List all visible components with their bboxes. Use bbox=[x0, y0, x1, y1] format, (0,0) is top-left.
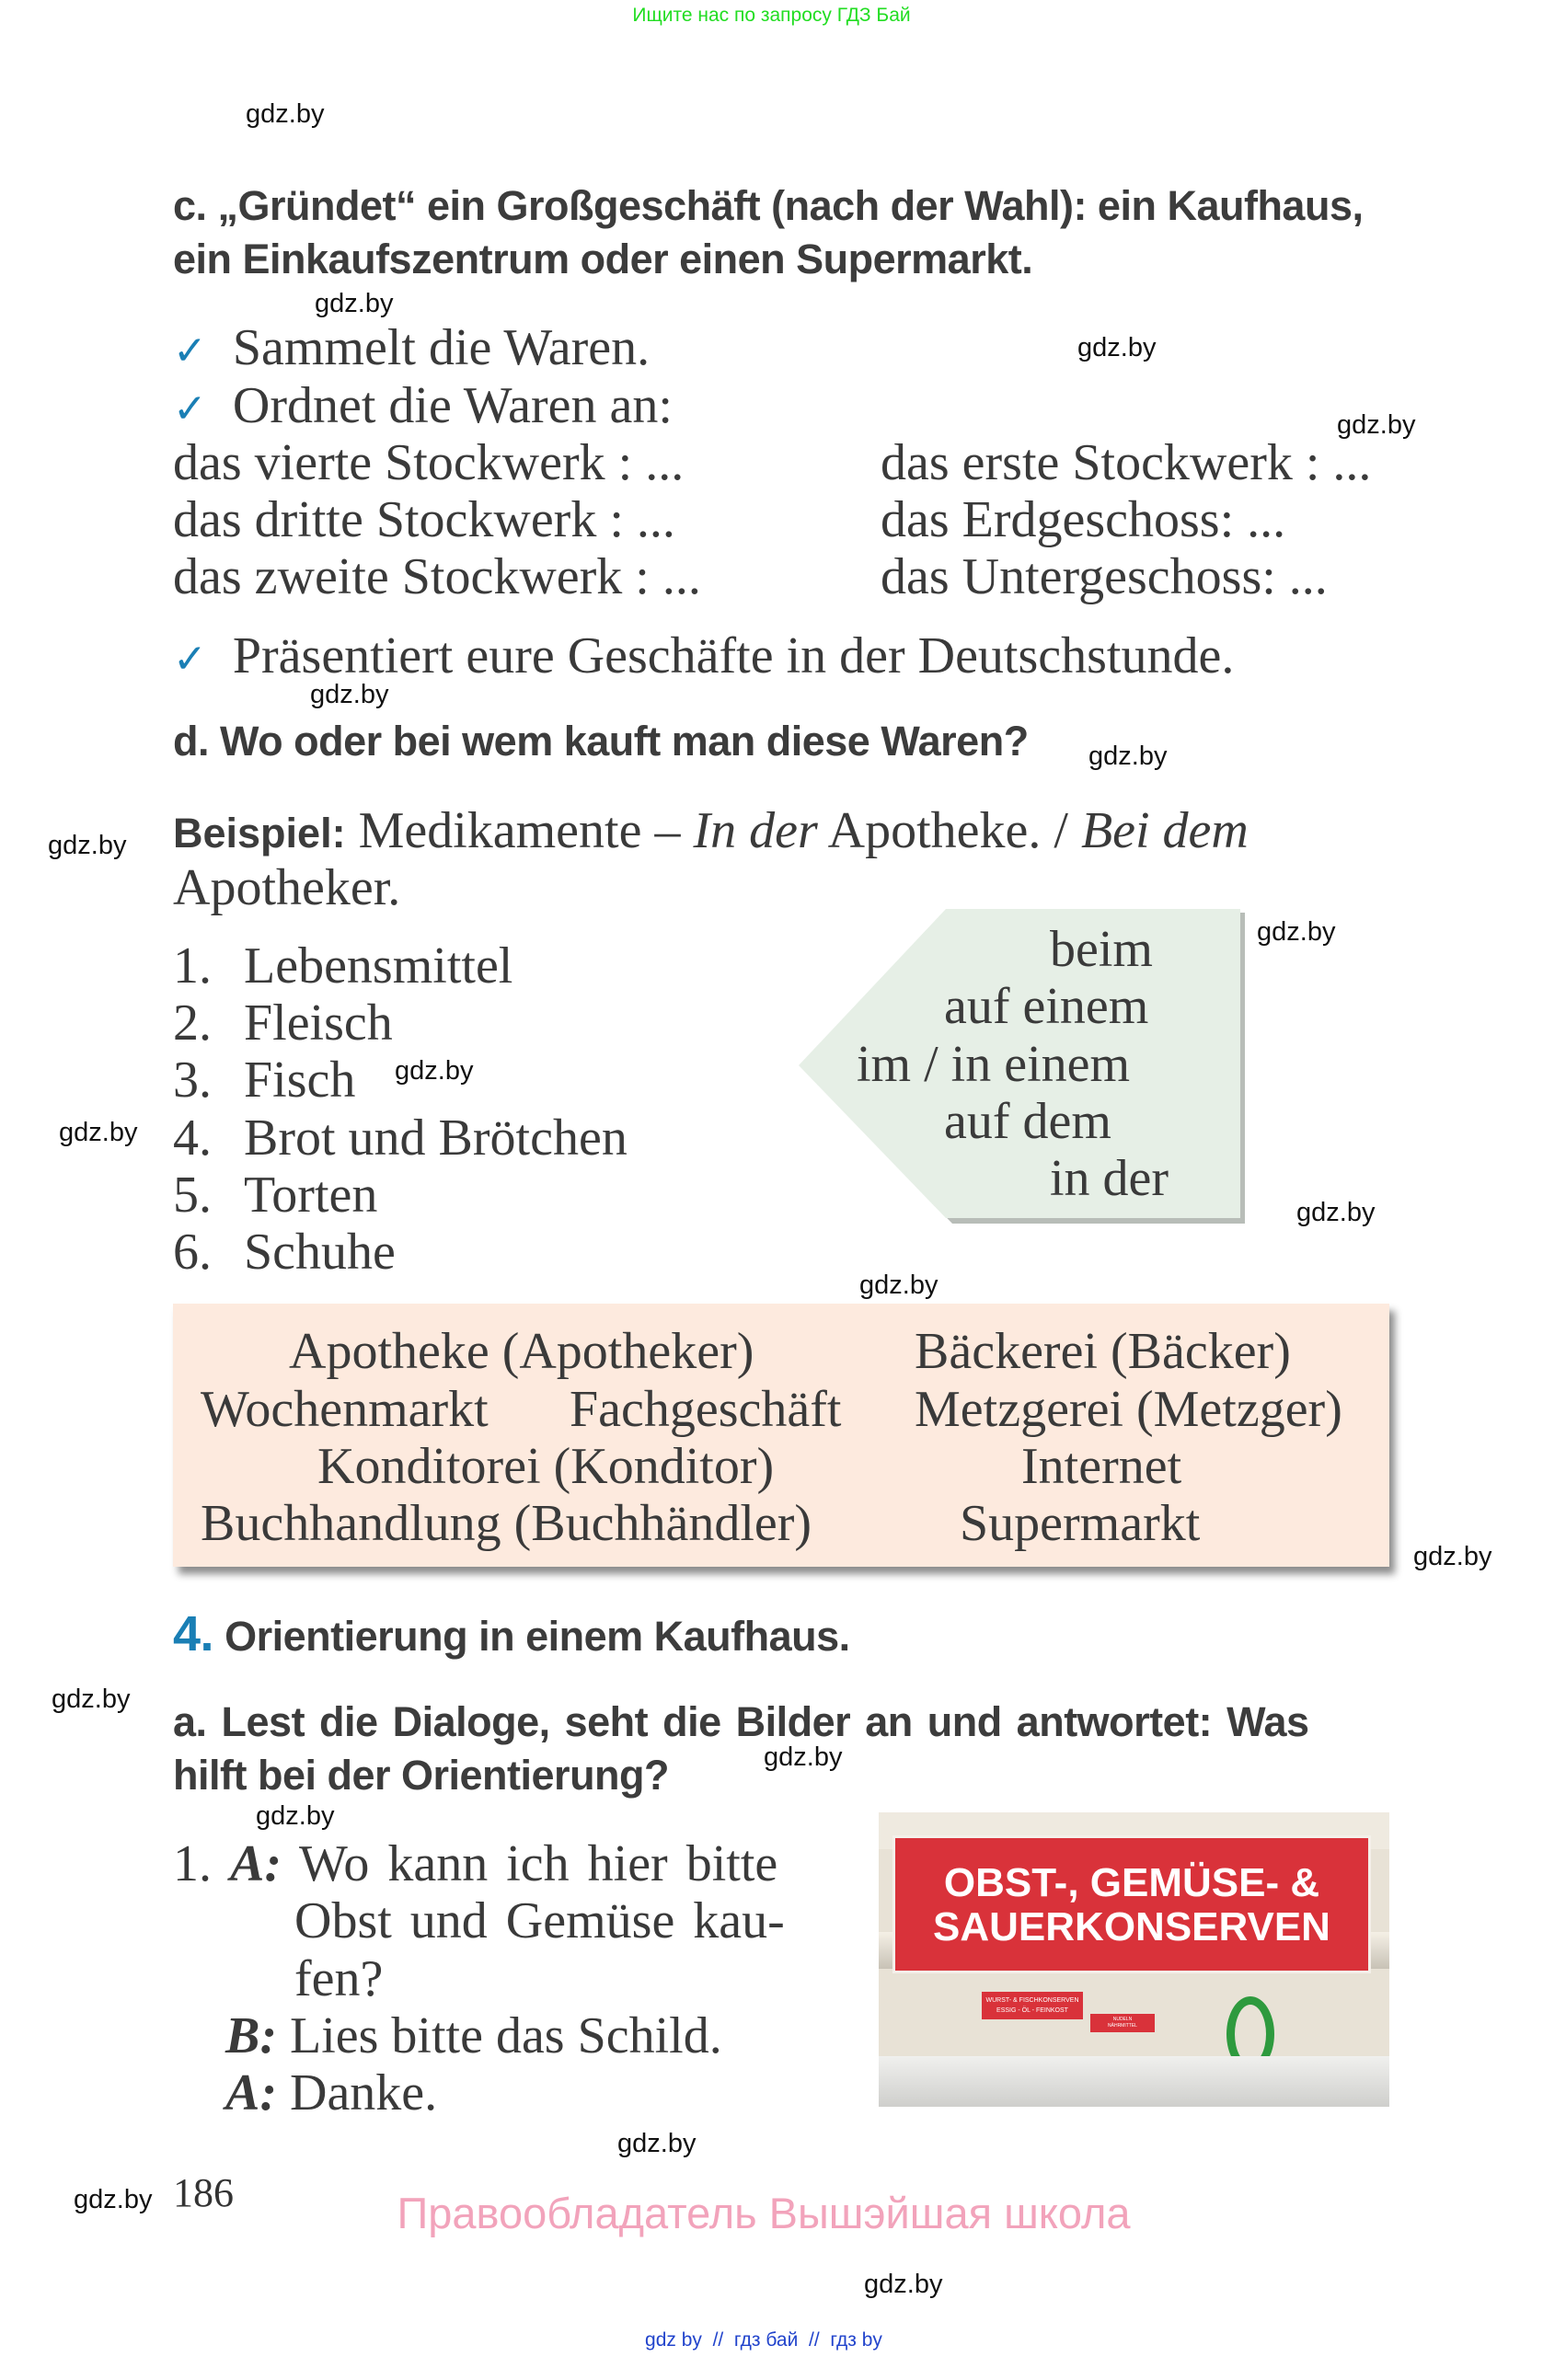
checkmark-icon: ✓ bbox=[173, 328, 207, 374]
dialog-line bbox=[173, 1835, 777, 1892]
example-text: Bei dem bbox=[1080, 802, 1249, 859]
list-text: Brot und Brötchen bbox=[244, 1110, 628, 1167]
dialog-text: Danke. bbox=[290, 2064, 438, 2121]
place: Konditorei (Konditor) bbox=[317, 1438, 775, 1495]
watermark: gdz.by bbox=[1337, 410, 1416, 440]
preposition: beim bbox=[1050, 921, 1153, 978]
section-c-heading-line1: c. „Gründet“ ein Großgeschäft (nach der Wahl): ein Kaufhaus, bbox=[173, 182, 1364, 229]
list-num: 3. bbox=[173, 1052, 212, 1109]
list-item bbox=[173, 995, 393, 1052]
section-d-heading: d. Wo oder bei wem kauft man diese Waren? bbox=[173, 718, 1029, 765]
small-sign bbox=[982, 1992, 1083, 2019]
place: Bäckerei (Bäcker) bbox=[915, 1323, 1291, 1380]
list-text: Schuhe bbox=[244, 1224, 396, 1281]
list-item bbox=[173, 1052, 355, 1109]
watermark: gdz.by bbox=[1257, 917, 1336, 947]
list-text: Lebensmittel bbox=[244, 937, 513, 995]
preposition: in der bbox=[1050, 1150, 1169, 1207]
example-text: In der bbox=[693, 802, 818, 859]
watermark: gdz.by bbox=[859, 1270, 938, 1300]
small-sign bbox=[1090, 2014, 1155, 2032]
task-arrange bbox=[173, 377, 673, 438]
watermark: gdz.by bbox=[1077, 333, 1157, 362]
main-sign bbox=[892, 1835, 1371, 1973]
section-4-heading bbox=[173, 1606, 850, 1661]
small-sign-line: ESSIG - ÖL - FEINKOST bbox=[996, 2007, 1068, 2014]
list-text: Fisch bbox=[244, 1052, 356, 1109]
preposition: auf dem bbox=[944, 1093, 1111, 1150]
list-text: Torten bbox=[244, 1167, 378, 1224]
list-num: 5. bbox=[173, 1167, 212, 1224]
watermark: gdz.by bbox=[59, 1118, 138, 1147]
small-sign-line: WURST- & FISCHKONSERVEN bbox=[985, 1997, 1079, 2004]
dialog-line: fen? bbox=[294, 1950, 384, 2007]
floor-right: das Erdgeschoss: ... bbox=[881, 491, 1286, 548]
floor-right: das Untergeschoss: ... bbox=[881, 548, 1328, 605]
floor-left: das zweite Stockwerk : ... bbox=[173, 548, 701, 605]
small-sign-line: NÄHRMITTEL bbox=[1108, 2023, 1137, 2029]
floor-right: das erste Stockwerk : ... bbox=[881, 434, 1372, 491]
section-c-heading-line2: ein Einkaufszentrum oder einen Supermarkt. bbox=[173, 236, 1033, 282]
floor-left: das vierte Stockwerk : ... bbox=[173, 434, 685, 491]
dialog-text: Wo kann ich hier bitte bbox=[299, 1835, 778, 1892]
task-text: Ordnet die Waren an: bbox=[232, 377, 673, 434]
dialog-line bbox=[225, 2007, 722, 2064]
list-item bbox=[173, 937, 512, 995]
watermark: gdz.by bbox=[864, 2270, 943, 2299]
place: Internet bbox=[1021, 1438, 1182, 1495]
watermark: gdz.by bbox=[310, 680, 389, 709]
place: Supermarkt bbox=[960, 1495, 1201, 1552]
watermark: gdz.by bbox=[256, 1801, 335, 1831]
top-banner[interactable]: Ищите нас по запросу ГДЗ Бай bbox=[632, 5, 911, 26]
small-sign-line: NUDELN bbox=[1112, 2017, 1133, 2022]
task-a-line2: hilft bei der Orientierung? bbox=[173, 1752, 670, 1799]
places-box bbox=[173, 1304, 1389, 1567]
watermark: gdz.by bbox=[1296, 1198, 1376, 1227]
speaker-b: B: bbox=[225, 2007, 277, 2064]
checkmark-icon: ✓ bbox=[173, 636, 207, 683]
list-num: 2. bbox=[173, 995, 212, 1052]
place: Metzgerei (Metzger) bbox=[915, 1381, 1342, 1438]
example-line1 bbox=[173, 802, 1249, 862]
bottom-links[interactable]: gdz by // гдз бай // гдз by bbox=[645, 2329, 882, 2351]
preposition: im / in einem bbox=[857, 1036, 1131, 1093]
preposition: auf einem bbox=[944, 978, 1149, 1035]
page-number: 186 bbox=[173, 2170, 234, 2215]
place: Wochenmarkt bbox=[201, 1381, 489, 1438]
watermark: gdz.by bbox=[617, 2129, 697, 2158]
watermark: gdz.by bbox=[52, 1684, 131, 1714]
watermark: gdz.by bbox=[74, 2185, 153, 2214]
watermark: gdz.by bbox=[395, 1056, 474, 1086]
speaker-a: A: bbox=[230, 1835, 282, 1892]
task-present bbox=[173, 627, 1234, 688]
checkmark-icon: ✓ bbox=[173, 385, 207, 432]
task-text: Sammelt die Waren. bbox=[232, 319, 651, 376]
dialog-line bbox=[225, 2064, 437, 2121]
floor-left: das dritte Stockwerk : ... bbox=[173, 491, 675, 548]
list-item bbox=[173, 1224, 396, 1281]
example-label: Beispiel: bbox=[173, 810, 346, 857]
watermark: gdz.by bbox=[48, 831, 127, 860]
dialog-num: 1. bbox=[173, 1835, 212, 1892]
sign-line: OBST-, GEMÜSE- & bbox=[943, 1860, 1320, 1905]
section-number: 4. bbox=[173, 1606, 214, 1661]
watermark: gdz.by bbox=[315, 289, 394, 318]
dialog-line: Obst und Gemüse kau- bbox=[294, 1892, 785, 1949]
sign-line: SAUERKONSERVEN bbox=[933, 1904, 1330, 1949]
watermark: gdz.by bbox=[246, 99, 325, 129]
place: Fachgeschäft bbox=[570, 1381, 842, 1438]
task-a-line1: a. Lest die Dialoge, seht die Bilder an und antwortet: Was bbox=[173, 1698, 1309, 1745]
task-text: Präsentiert eure Geschäfte in der Deutschstunde. bbox=[232, 627, 1235, 684]
watermark: gdz.by bbox=[764, 1742, 843, 1772]
example-text: Medikamente – bbox=[358, 802, 694, 859]
place: Buchhandlung (Buchhändler) bbox=[201, 1495, 812, 1552]
copyright-notice: Правообладатель Вышэйшая школа bbox=[397, 2189, 1131, 2237]
dialog-text: Lies bitte das Schild. bbox=[290, 2007, 722, 2064]
section-title: Orientierung in einem Kaufhaus. bbox=[225, 1613, 850, 1660]
list-item bbox=[173, 1167, 377, 1224]
list-item bbox=[173, 1110, 628, 1167]
list-num: 4. bbox=[173, 1110, 212, 1167]
task-collect bbox=[173, 319, 650, 380]
example-line2: Apotheker. bbox=[173, 859, 401, 916]
counter bbox=[879, 2056, 1389, 2107]
place: Apotheke (Apotheker) bbox=[289, 1323, 754, 1380]
list-text: Fleisch bbox=[244, 995, 393, 1052]
watermark: gdz.by bbox=[1413, 1542, 1492, 1571]
speaker-a: A: bbox=[225, 2064, 277, 2121]
example-text: Apotheke. / bbox=[817, 802, 1081, 859]
store-sign-photo bbox=[879, 1812, 1389, 2107]
watermark: gdz.by bbox=[1088, 742, 1168, 771]
list-num: 6. bbox=[173, 1224, 212, 1281]
list-num: 1. bbox=[173, 937, 212, 995]
